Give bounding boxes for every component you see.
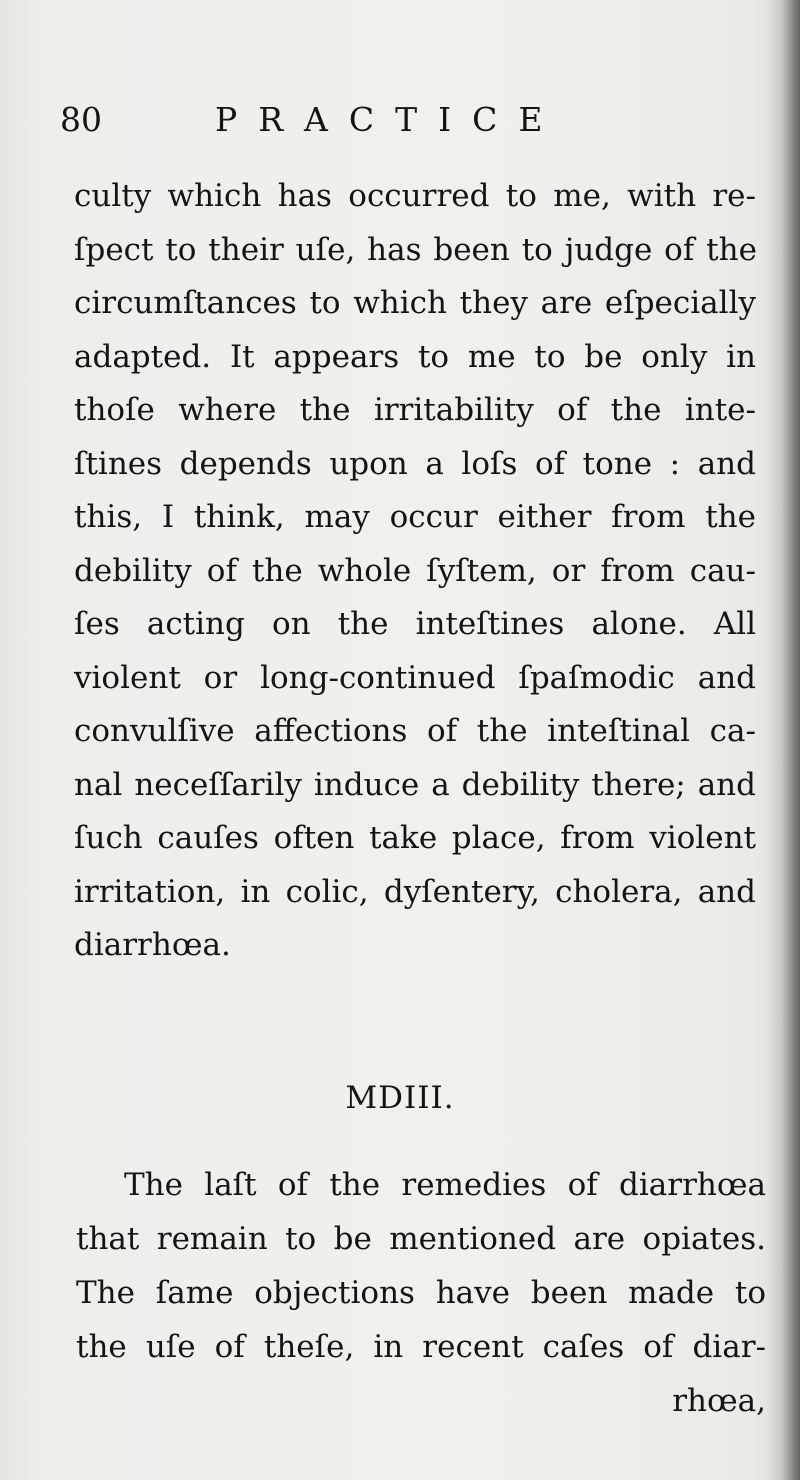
- text-line: thoſe where the irritability of the inte-: [74, 392, 756, 428]
- text-line: ſes acting on the inteſtines alone. All: [74, 606, 756, 642]
- section-heading: MDIII.: [345, 1080, 455, 1116]
- running-head: [60, 96, 620, 144]
- text-line: culty which has occurred to me, with re-: [74, 178, 756, 214]
- text-line: debility of the whole ſyſtem, or from cau-: [74, 552, 756, 589]
- text-line: diarrhœa.: [74, 927, 231, 963]
- text-line: this, I think, may occur either from the: [74, 499, 756, 535]
- page-number: 80: [60, 100, 102, 139]
- text-line: circumſtances to which they are eſpecially: [74, 285, 756, 321]
- text-line: convulſive affections of the inteſtinal ca-: [74, 713, 756, 749]
- text-line: the uſe of theſe, in recent caſes of diar-: [76, 1329, 766, 1365]
- spine-shadow: [766, 0, 800, 1480]
- page-heading: PRACTICE: [215, 100, 564, 139]
- text-line: ſuch cauſes often take place, from violent: [74, 820, 756, 856]
- text-line: The laſt of the remedies of diarrhœa: [124, 1167, 766, 1203]
- text-line: nal neceſſarily induce a debility there; and: [74, 766, 756, 803]
- text-line: that remain to be mentioned are opiates.: [76, 1221, 766, 1257]
- text-line: adapted. It appears to me to be only in: [74, 338, 756, 375]
- text-line: The ſame objections have been made to: [76, 1275, 766, 1311]
- text-line: ſpect to their uſe, has been to judge of the: [74, 231, 757, 268]
- text-line: ſtines depends upon a loſs of tone : and: [74, 445, 756, 482]
- text-line: irritation, in colic, dyſentery, cholera, and: [74, 873, 756, 910]
- catchword: rhœa,: [672, 1383, 766, 1419]
- paragraph-1: [74, 170, 756, 973]
- text-line: violent or long-continued ſpaſmodic and: [74, 659, 756, 696]
- paragraph-2: [76, 1158, 766, 1428]
